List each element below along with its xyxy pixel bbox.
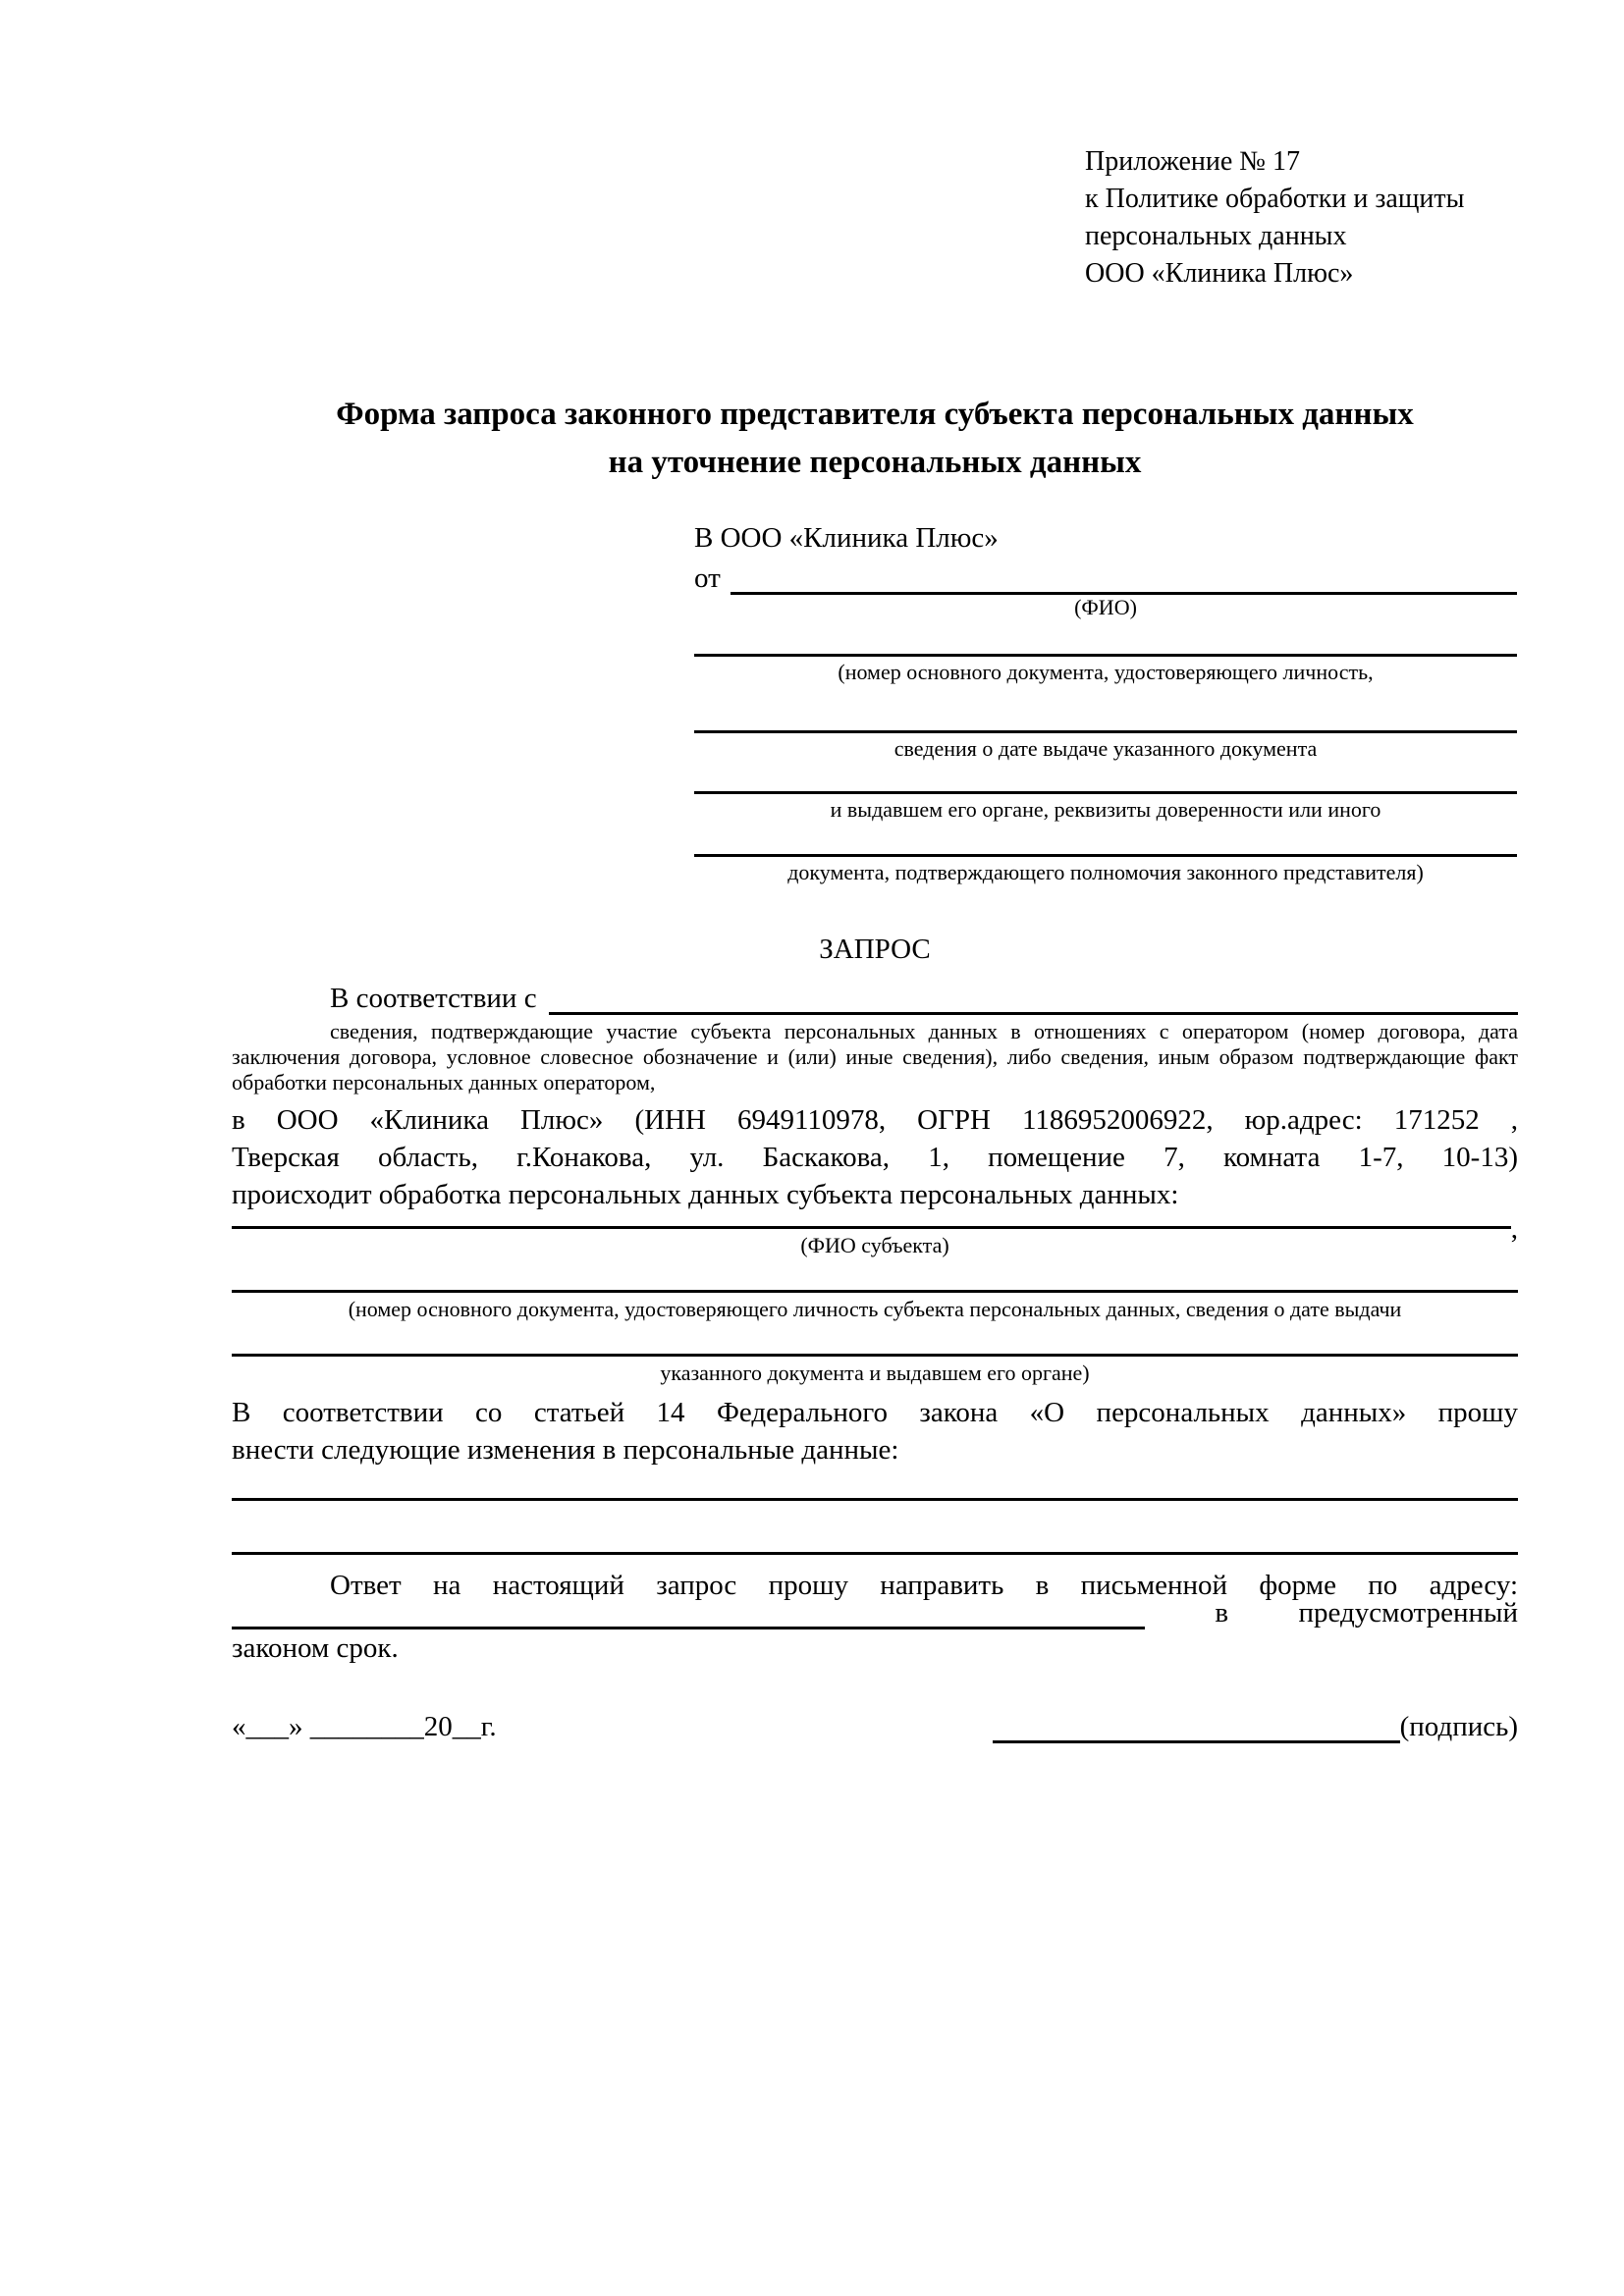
subject-doc-caption-2: указанного документа и выдавшем его органе) [660,1361,1090,1385]
basis-footnote [232,1019,1518,1095]
signature-group [993,1711,1518,1743]
appendix-header-line: персональных данных [1085,221,1347,251]
basis-row [232,980,1518,1015]
operator-paragraph-line: в ООО «Клиника Плюс» (ИНН 6949110978, ОГРН 1186952006922, юр.адрес: 171252 , [232,1104,1518,1136]
reply-paragraph-line-3: законом срок. [232,1632,399,1664]
fio-caption: (ФИО) [1074,595,1137,619]
footnote-line: обработки персональных данных оператором, [232,1070,656,1095]
appendix-header-line: ООО «Клиника Плюс» [1085,258,1354,289]
law-paragraph [232,1394,1518,1468]
subject-fio-row: , [232,1213,1518,1229]
appendix-header [1085,143,1464,293]
changes-blank-line-1 [232,1498,1518,1501]
request-section [232,931,1518,1743]
subject-doc-field-2 [232,1354,1518,1386]
footnote-line: заключения договора, условное словесное обозначение и (или) иные сведения), либо сведения, иным образом подтверждающие факт [232,1044,1518,1069]
representative-authority-caption: документа, подтверждающего полномочия законного представителя) [787,860,1424,884]
from-row [694,560,1517,595]
form-title-line-1: Форма запроса законного представителя субъекта персональных данных [336,397,1414,432]
signature-blank-line [993,1740,1400,1743]
operator-paragraph [232,1101,1518,1213]
doc-number-caption: (номер основного документа, удостоверяющего личность, [838,660,1374,684]
addressee-block [694,518,1517,885]
doc-issue-date-field [694,730,1517,762]
changes-blank-line-2 [232,1552,1518,1555]
doc-issue-date-caption: сведения о дате выдаче указанного документа [893,736,1318,761]
form-title [232,391,1518,487]
reply-paragraph-line-1: Ответ на настоящий запрос прошу направить в письменной форме по адресу: [330,1570,1518,1601]
basis-label: В соответствии с [330,983,537,1014]
basis-blank-line [549,1012,1518,1015]
appendix-header-line: Приложение № 17 [1085,146,1300,177]
request-heading: ЗАПРОС [819,934,931,965]
subject-doc-field-1 [232,1290,1518,1322]
footnote-line: сведения, подтверждающие участие субъекта персональных данных в отношениях с оператором (номер договора, дата [330,1019,1518,1043]
doc-authority-blank-line [694,791,1517,794]
subject-fio-caption: (ФИО субъекта) [800,1233,949,1257]
subject-fio-blank-line [232,1226,1511,1229]
subject-doc-blank-line-1 [232,1290,1518,1293]
date-field: «___» ________20__г. [232,1711,497,1742]
doc-number-blank-line [694,654,1517,657]
appendix-header-line: к Политике обработки и защиты [1085,184,1465,214]
doc-issue-date-blank-line [694,730,1517,733]
doc-authority-field [694,791,1517,823]
law-paragraph-line: В соответствии со статьей 14 Федерального закона «О персональных данных» прошу [232,1397,1518,1428]
representative-authority-blank-line [694,854,1517,857]
reply-word-in: в [1215,1597,1229,1629]
subject-doc-caption-1: (номер основного документа, удостоверяющего личность субъекта персональных данных, сведения о дате выдачи [348,1297,1402,1321]
reply-address-row [232,1597,1518,1629]
signature-caption: (подпись) [1399,1711,1518,1742]
form-title-line-2: на уточнение персональных данных [608,445,1142,480]
from-label: от [694,562,721,594]
signature-row [232,1706,1518,1743]
subject-doc-blank-line-2 [232,1354,1518,1357]
operator-paragraph-line: происходит обработка персональных данных субъекта персональных данных: [232,1179,1179,1210]
doc-number-field [694,654,1517,685]
reply-word-right: предусмотренный [1298,1597,1518,1629]
operator-paragraph-line: Тверская область, г.Конакова, ул. Баскакова, 1, помещение 7, комната 1-7, 10-13) [232,1142,1518,1173]
addressee-organization: В ООО «Клиника Плюс» [694,522,999,554]
law-paragraph-line: внести следующие изменения в персональные данные: [232,1434,899,1466]
doc-authority-caption: и выдавшем его органе, реквизиты доверенности или иного [830,797,1381,822]
representative-authority-field [694,854,1517,885]
